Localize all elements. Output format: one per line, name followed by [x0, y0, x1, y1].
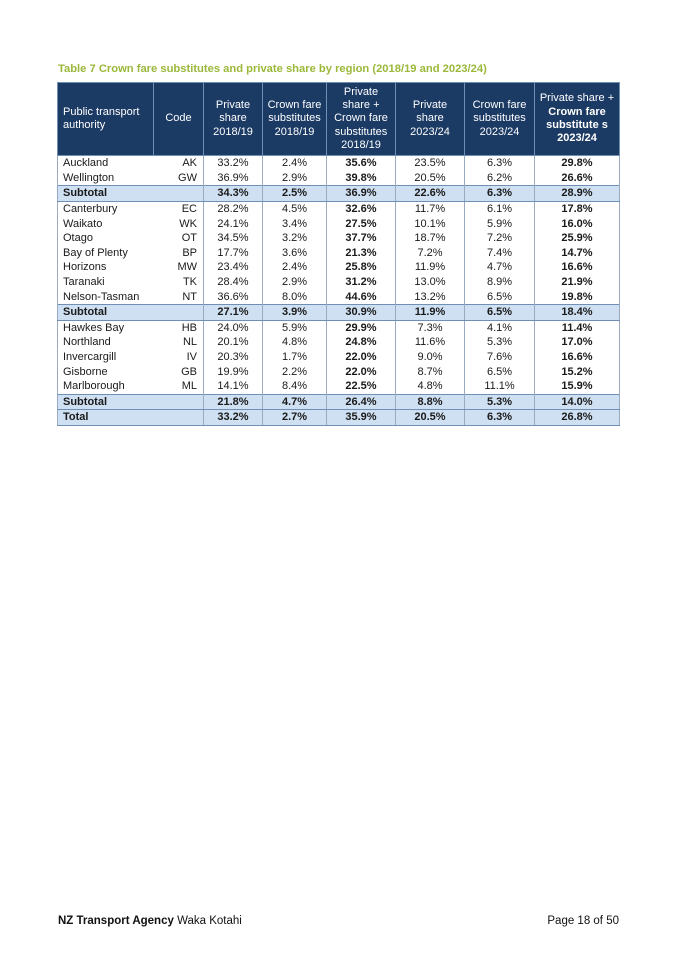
cell-combined-2324: 16.6%: [535, 350, 620, 365]
cell-combined-2324: 16.6%: [535, 260, 620, 275]
header-private-1819: Private share 2018/19: [204, 83, 263, 156]
cell-private-1819: 28.4%: [204, 275, 263, 290]
table-caption: Table 7 Crown fare substitutes and private share by region (2018/19 and 2023/24): [58, 63, 487, 75]
header-combined-2324: [535, 83, 620, 156]
cell-crown-2324: 6.5%: [465, 364, 535, 379]
cell-private-1819: 28.2%: [204, 201, 263, 216]
cell-private-2324: 13.2%: [396, 289, 465, 304]
cell-private-2324: 8.7%: [396, 364, 465, 379]
cell-crown-2324: 6.5%: [465, 304, 535, 320]
table-row: [58, 260, 620, 275]
cell-crown-1819: 2.2%: [263, 364, 327, 379]
cell-authority: Subtotal: [58, 304, 154, 320]
cell-private-1819: 24.0%: [204, 320, 263, 335]
cell-crown-2324: 7.2%: [465, 231, 535, 246]
cell-code: WK: [154, 216, 204, 231]
cell-crown-1819: 2.9%: [263, 275, 327, 290]
cell-private-2324: 22.6%: [396, 186, 465, 202]
subtotal-row: [58, 394, 620, 410]
cell-crown-2324: 6.3%: [465, 186, 535, 202]
cell-combined-1819: 32.6%: [327, 201, 396, 216]
cell-private-1819: 34.5%: [204, 231, 263, 246]
table-row: [58, 216, 620, 231]
cell-crown-1819: 2.4%: [263, 156, 327, 171]
table-row: [58, 379, 620, 394]
cell-crown-2324: 6.3%: [465, 410, 535, 426]
header-combined-1819: Private share + Crown fare substitutes 2018/19: [327, 83, 396, 156]
cell-private-1819: 27.1%: [204, 304, 263, 320]
cell-private-2324: 7.2%: [396, 246, 465, 261]
cell-combined-1819: 22.0%: [327, 350, 396, 365]
cell-combined-1819: 21.3%: [327, 246, 396, 261]
cell-private-1819: 20.3%: [204, 350, 263, 365]
cell-combined-2324: 21.9%: [535, 275, 620, 290]
cell-combined-2324: 16.0%: [535, 216, 620, 231]
cell-authority: Horizons: [58, 260, 154, 275]
cell-private-2324: 11.9%: [396, 304, 465, 320]
table-row: [58, 201, 620, 216]
cell-authority: Subtotal: [58, 394, 154, 410]
table-row: [58, 171, 620, 186]
cell-crown-1819: 3.9%: [263, 304, 327, 320]
cell-crown-1819: 8.0%: [263, 289, 327, 304]
cell-combined-2324: 11.4%: [535, 320, 620, 335]
footer-organisation: [58, 915, 242, 927]
table-row: [58, 364, 620, 379]
cell-combined-1819: 31.2%: [327, 275, 396, 290]
cell-authority: Auckland: [58, 156, 154, 171]
cell-authority: Hawkes Bay: [58, 320, 154, 335]
table-row: [58, 231, 620, 246]
cell-crown-2324: 6.5%: [465, 289, 535, 304]
cell-private-2324: 13.0%: [396, 275, 465, 290]
cell-code: EC: [154, 201, 204, 216]
cell-private-2324: 20.5%: [396, 171, 465, 186]
cell-crown-1819: 4.8%: [263, 335, 327, 350]
cell-private-1819: 20.1%: [204, 335, 263, 350]
cell-combined-1819: 35.6%: [327, 156, 396, 171]
cell-private-2324: 11.7%: [396, 201, 465, 216]
cell-crown-2324: 6.1%: [465, 201, 535, 216]
cell-authority: Northland: [58, 335, 154, 350]
cell-code: [154, 304, 204, 320]
cell-combined-2324: 25.9%: [535, 231, 620, 246]
cell-combined-2324: 14.7%: [535, 246, 620, 261]
table-row: [58, 289, 620, 304]
cell-private-2324: 9.0%: [396, 350, 465, 365]
cell-authority: Invercargill: [58, 350, 154, 365]
cell-authority: Total: [58, 410, 154, 426]
cell-code: IV: [154, 350, 204, 365]
cell-crown-1819: 3.2%: [263, 231, 327, 246]
total-row: [58, 410, 620, 426]
cell-authority: Canterbury: [58, 201, 154, 216]
cell-private-1819: 23.4%: [204, 260, 263, 275]
cell-combined-1819: 26.4%: [327, 394, 396, 410]
cell-private-2324: 4.8%: [396, 379, 465, 394]
cell-authority: Wellington: [58, 171, 154, 186]
cell-combined-2324: 29.8%: [535, 156, 620, 171]
cell-crown-2324: 5.3%: [465, 335, 535, 350]
cell-crown-1819: 2.5%: [263, 186, 327, 202]
cell-combined-2324: 14.0%: [535, 394, 620, 410]
cell-private-1819: 33.2%: [204, 156, 263, 171]
cell-crown-2324: 7.6%: [465, 350, 535, 365]
cell-code: MW: [154, 260, 204, 275]
cell-code: GB: [154, 364, 204, 379]
cell-crown-2324: 8.9%: [465, 275, 535, 290]
cell-private-1819: 24.1%: [204, 216, 263, 231]
footer-org-name: NZ Transport Agency: [58, 915, 174, 927]
header-crown-1819: Crown fare substitutes 2018/19: [263, 83, 327, 156]
header-combined-2324-line1: Private share +: [539, 92, 615, 105]
cell-combined-2324: 26.6%: [535, 171, 620, 186]
cell-code: NT: [154, 289, 204, 304]
header-crown-2324: Crown fare substitutes 2023/24: [465, 83, 535, 156]
cell-combined-1819: 44.6%: [327, 289, 396, 304]
subtotal-row: [58, 186, 620, 202]
cell-code: OT: [154, 231, 204, 246]
cell-crown-1819: 5.9%: [263, 320, 327, 335]
cell-private-2324: 10.1%: [396, 216, 465, 231]
cell-private-1819: 21.8%: [204, 394, 263, 410]
cell-code: TK: [154, 275, 204, 290]
header-authority: Public transport authority: [58, 83, 154, 156]
subtotal-row: [58, 304, 620, 320]
cell-code: BP: [154, 246, 204, 261]
cell-combined-1819: 22.0%: [327, 364, 396, 379]
header-code: Code: [154, 83, 204, 156]
table-row: [58, 320, 620, 335]
cell-crown-1819: 2.4%: [263, 260, 327, 275]
cell-crown-2324: 5.9%: [465, 216, 535, 231]
footer-org-maori-name: Waka Kotahi: [173, 915, 242, 927]
cell-private-1819: 19.9%: [204, 364, 263, 379]
cell-crown-1819: 4.5%: [263, 201, 327, 216]
page-number: Page 18 of 50: [547, 915, 619, 927]
cell-authority: Gisborne: [58, 364, 154, 379]
cell-authority: Waikato: [58, 216, 154, 231]
cell-code: HB: [154, 320, 204, 335]
cell-code: GW: [154, 171, 204, 186]
cell-crown-2324: 5.3%: [465, 394, 535, 410]
cell-combined-1819: 24.8%: [327, 335, 396, 350]
table-row: [58, 156, 620, 171]
cell-combined-1819: 30.9%: [327, 304, 396, 320]
cell-combined-2324: 17.8%: [535, 201, 620, 216]
table-body: [58, 156, 620, 426]
cell-authority: Subtotal: [58, 186, 154, 202]
cell-code: NL: [154, 335, 204, 350]
cell-crown-1819: 2.9%: [263, 171, 327, 186]
cell-authority: Bay of Plenty: [58, 246, 154, 261]
cell-combined-1819: 37.7%: [327, 231, 396, 246]
cell-private-1819: 36.6%: [204, 289, 263, 304]
cell-private-1819: 33.2%: [204, 410, 263, 426]
table-row: [58, 275, 620, 290]
cell-private-2324: 11.9%: [396, 260, 465, 275]
cell-combined-1819: 39.8%: [327, 171, 396, 186]
cell-crown-2324: 6.2%: [465, 171, 535, 186]
cell-combined-2324: 28.9%: [535, 186, 620, 202]
cell-code: ML: [154, 379, 204, 394]
table-row: [58, 350, 620, 365]
cell-private-2324: 11.6%: [396, 335, 465, 350]
cell-private-2324: 7.3%: [396, 320, 465, 335]
cell-private-2324: 23.5%: [396, 156, 465, 171]
cell-private-1819: 34.3%: [204, 186, 263, 202]
cell-combined-1819: 22.5%: [327, 379, 396, 394]
cell-crown-1819: 1.7%: [263, 350, 327, 365]
cell-private-2324: 8.8%: [396, 394, 465, 410]
cell-authority: Marlborough: [58, 379, 154, 394]
cell-crown-2324: 11.1%: [465, 379, 535, 394]
cell-private-1819: 14.1%: [204, 379, 263, 394]
cell-crown-1819: 3.6%: [263, 246, 327, 261]
header-private-2324: Private share 2023/24: [396, 83, 465, 156]
cell-combined-1819: 29.9%: [327, 320, 396, 335]
cell-combined-2324: 18.4%: [535, 304, 620, 320]
cell-combined-2324: 17.0%: [535, 335, 620, 350]
cell-combined-1819: 36.9%: [327, 186, 396, 202]
cell-crown-1819: 8.4%: [263, 379, 327, 394]
cell-private-2324: 20.5%: [396, 410, 465, 426]
table-row: [58, 335, 620, 350]
cell-private-1819: 36.9%: [204, 171, 263, 186]
cell-private-2324: 18.7%: [396, 231, 465, 246]
cell-code: [154, 410, 204, 426]
cell-combined-2324: 19.8%: [535, 289, 620, 304]
cell-authority: Otago: [58, 231, 154, 246]
header-combined-2324-line2: Crown fare substitute s 2023/24: [546, 105, 608, 145]
cell-combined-2324: 15.9%: [535, 379, 620, 394]
cell-crown-2324: 4.7%: [465, 260, 535, 275]
cell-authority: Taranaki: [58, 275, 154, 290]
cell-authority: Nelson-Tasman: [58, 289, 154, 304]
cell-combined-1819: 25.8%: [327, 260, 396, 275]
cell-crown-1819: 3.4%: [263, 216, 327, 231]
cell-combined-1819: 27.5%: [327, 216, 396, 231]
data-table: [57, 82, 620, 426]
cell-code: AK: [154, 156, 204, 171]
table-row: [58, 246, 620, 261]
cell-combined-2324: 15.2%: [535, 364, 620, 379]
cell-crown-2324: 7.4%: [465, 246, 535, 261]
cell-crown-1819: 4.7%: [263, 394, 327, 410]
cell-crown-2324: 6.3%: [465, 156, 535, 171]
header-row: [58, 83, 620, 156]
cell-code: [154, 394, 204, 410]
cell-private-1819: 17.7%: [204, 246, 263, 261]
cell-code: [154, 186, 204, 202]
cell-combined-1819: 35.9%: [327, 410, 396, 426]
cell-crown-1819: 2.7%: [263, 410, 327, 426]
cell-combined-2324: 26.8%: [535, 410, 620, 426]
cell-crown-2324: 4.1%: [465, 320, 535, 335]
